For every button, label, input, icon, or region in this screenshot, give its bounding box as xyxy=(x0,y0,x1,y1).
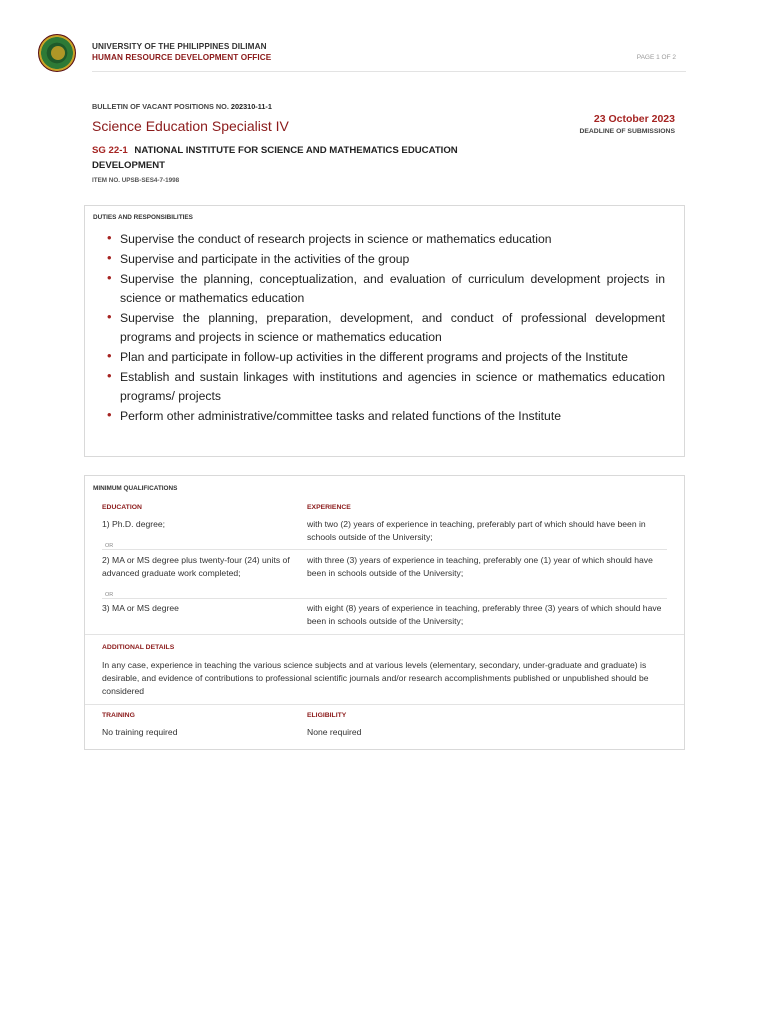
eligibility-label: ELIGIBILITY xyxy=(307,712,347,719)
qualifications-label: MINIMUM QUALIFICATIONS xyxy=(93,485,178,492)
deadline-label: DEADLINE OF SUBMISSIONS xyxy=(579,128,675,135)
experience-cell: with eight (8) years of experience in teaching, preferably three (3) years of which should have been in schools outside of the University; xyxy=(307,603,662,626)
or-separator: OR xyxy=(105,543,114,549)
qualifications-section xyxy=(84,475,685,750)
education-cell: 1) Ph.D. degree; xyxy=(102,519,166,529)
unit-name: NATIONAL INSTITUTE FOR SCIENCE AND MATHEMATICS EDUCATION DEVELOPMENT xyxy=(92,145,458,171)
experience-cell: with three (3) years of experience in teaching, preferably one (1) year of which should have been in schools outside of the University; xyxy=(307,555,653,578)
row-divider xyxy=(102,549,667,550)
bullet-icon: • xyxy=(107,368,112,383)
bulletin-line xyxy=(92,102,272,111)
page-number: PAGE 1 OF 2 xyxy=(636,54,676,61)
list-item: • Perform other administrative/committee tasks and related functions of the Institute xyxy=(107,407,561,423)
eligibility-value: None required xyxy=(307,727,362,737)
deadline-date: 23 October 2023 xyxy=(593,113,675,125)
list-item: • Supervise the conduct of research projects in science or mathematics education xyxy=(107,230,552,246)
list-item: • Supervise and participate in the activities of the group xyxy=(107,250,410,266)
duties-section xyxy=(84,205,685,457)
position-title: Science Education Specialist IV xyxy=(92,118,289,134)
duties-label: DUTIES AND RESPONSIBILITIES xyxy=(93,214,193,221)
training-label: TRAINING xyxy=(102,712,135,719)
duties-list xyxy=(105,230,665,427)
list-item: • Plan and participate in follow-up activities in the different programs and projects of the Institute xyxy=(107,348,628,364)
salary-grade: SG 22-1 xyxy=(92,145,128,156)
bullet-icon: • xyxy=(107,407,112,422)
bullet-icon: • xyxy=(107,270,112,285)
bulletin-number: 202310-11-1 xyxy=(230,102,272,111)
bullet-icon: • xyxy=(107,348,112,363)
page-header xyxy=(38,34,686,74)
item-number: ITEM NO. UPSB-SES4-7-1998 xyxy=(92,177,180,184)
list-item: • Supervise the planning, preparation, development, and conduct of professional development programs and projects in science or mathematics education xyxy=(107,309,665,344)
bulletin-label: BULLETIN OF VACANT POSITIONS NO. xyxy=(92,102,229,111)
education-cell: 3) MA or MS degree xyxy=(102,603,179,613)
bullet-icon: • xyxy=(107,309,112,324)
office-name: HUMAN RESOURCE DEVELOPMENT OFFICE xyxy=(92,53,272,62)
row-divider xyxy=(102,598,667,599)
bullet-icon: • xyxy=(107,230,112,245)
experience-header: EXPERIENCE xyxy=(307,504,351,511)
bullet-icon: • xyxy=(107,250,112,265)
section-divider xyxy=(85,634,684,635)
unit-line xyxy=(92,143,512,173)
list-item: • Supervise the planning, conceptualization, and evaluation of curriculum development projects in science or mathematics education xyxy=(107,270,665,305)
university-name: UNIVERSITY OF THE PHILIPPINES DILIMAN xyxy=(92,42,267,51)
header-divider xyxy=(92,71,686,72)
section-divider xyxy=(85,704,684,705)
university-seal-logo xyxy=(38,34,76,72)
training-value: No training required xyxy=(102,727,178,737)
additional-details-label: ADDITIONAL DETAILS xyxy=(102,644,175,651)
list-item: • Establish and sustain linkages with institutions and agencies in science or mathematics education programs/ projects xyxy=(107,368,665,403)
or-separator: OR xyxy=(105,592,114,598)
additional-details-text: In any case, experience in teaching the various science subjects and at various levels (elementary, secondary, under-graduate and graduate) is desirable, and evidence of contributions to professional scientific journals and/or research accomplishments published or unpublished should be considered xyxy=(102,660,649,697)
experience-cell: with two (2) years of experience in teaching, preferably part of which should have been in schools outside of the University; xyxy=(307,519,646,542)
education-header: EDUCATION xyxy=(102,504,142,511)
education-cell: 2) MA or MS degree plus twenty-four (24) units of advanced graduate work completed; xyxy=(102,555,290,578)
